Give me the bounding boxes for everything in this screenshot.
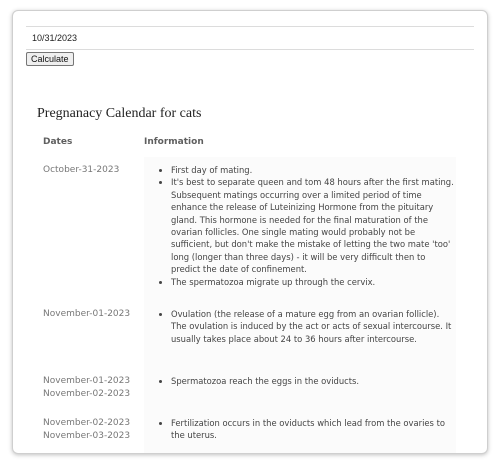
list-item: • The spermatozoa migrate up through the cervix. bbox=[171, 276, 456, 288]
row-dates bbox=[43, 308, 130, 321]
list-item: • It's best to separate queen and tom 48 hours after the first mating. Subsequent matings occurring over a limited period of time enhance the release of Luteinizing Hormone from the pituitary gland. This hormone is needed for the final maturation of the ovarian follicles. One single mating would probably not be sufficient, but don't make the mistake of letting the two mate 'too' long (longer than three days) - it will be very difficult then to predict the date of confinement. bbox=[171, 176, 456, 275]
calculate-button[interactable]: Calculate bbox=[26, 52, 74, 66]
row-date: November-01-2023 bbox=[43, 376, 131, 386]
row-information bbox=[144, 375, 456, 387]
list-item: • First day of mating. bbox=[171, 164, 456, 176]
row-information bbox=[144, 164, 456, 288]
date-input[interactable] bbox=[26, 26, 474, 50]
calculator-panel bbox=[12, 10, 488, 454]
row-date: November-02-2023 bbox=[43, 389, 131, 399]
column-header-information: Information bbox=[144, 137, 204, 147]
row-information bbox=[144, 417, 456, 442]
row-date: November-03-2023 bbox=[43, 431, 131, 441]
list-item: • Spermatozoa reach the eggs in the oviducts. bbox=[171, 375, 456, 387]
row-date: October-31-2023 bbox=[43, 165, 120, 175]
row-date: November-02-2023 bbox=[43, 418, 131, 428]
row-dates bbox=[43, 417, 130, 443]
row-dates bbox=[43, 375, 130, 401]
list-item: • Ovulation (the release of a mature egg from an ovarian follicle). The ovulation is induced by the act or acts of sexual intercourse. It usually takes place about 24 to 36 hours after intercourse. bbox=[171, 308, 456, 345]
row-dates bbox=[43, 164, 119, 177]
page-title: Pregnanacy Calendar for cats bbox=[37, 106, 202, 121]
row-information bbox=[144, 308, 456, 345]
row-date: November-01-2023 bbox=[43, 309, 131, 319]
column-header-dates: Dates bbox=[43, 137, 73, 147]
list-item: • Fertilization occurs in the oviducts which lead from the ovaries to the uterus. bbox=[171, 417, 456, 442]
